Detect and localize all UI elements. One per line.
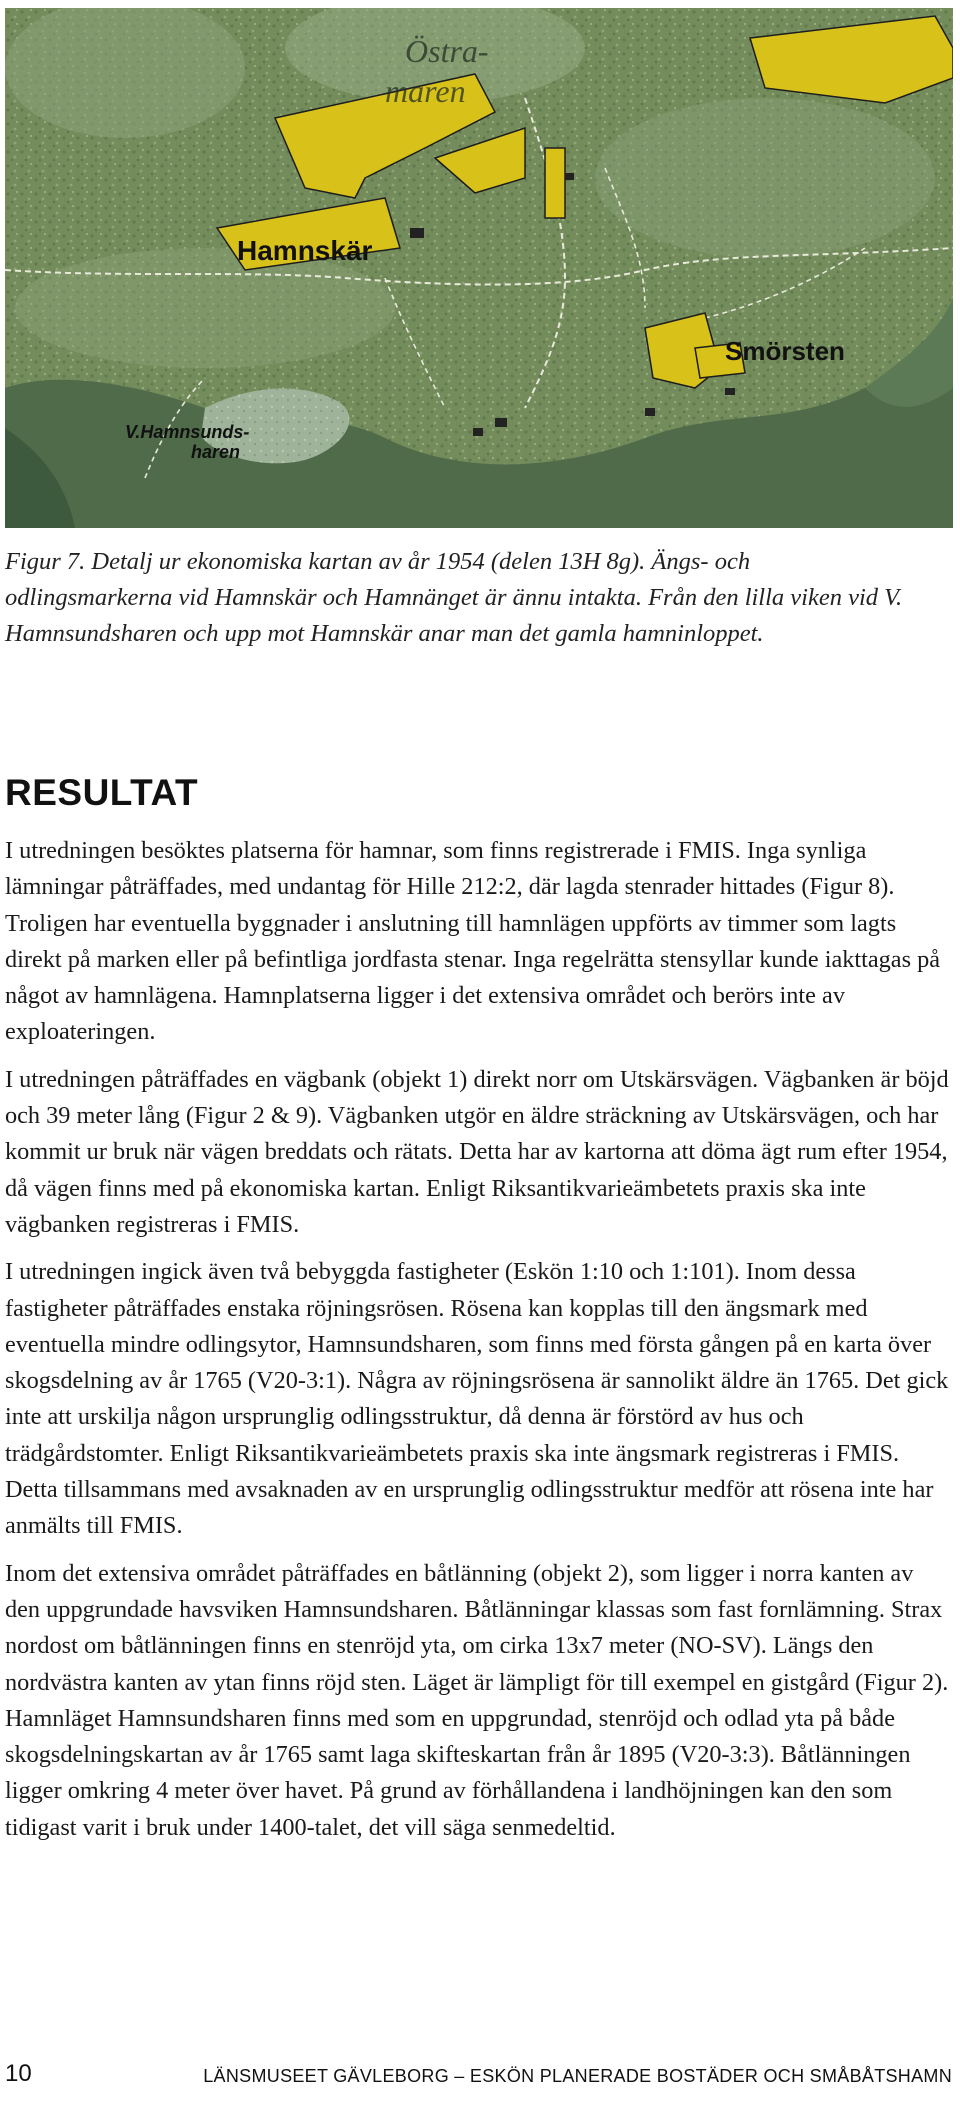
map-figure [5,8,953,528]
economic-map-image [5,8,953,528]
running-footer-title: LÄNSMUSEET GÄVLEBORG – ESKÖN PLANERADE BOSTÄDER OCH SMÅBÅTSHAMN [203,2066,952,2086]
map-label-v-hamnsunds-2: haren [191,442,241,462]
figure-caption [5,544,905,652]
paragraph: Inom det extensiva området påträffades en båtlänning (objekt 2), som ligger i norra kanten av den uppgrundade havsviken Hamnsundsharen. Båtlänningar klassas som fast fornlämning. Strax nordost om båtlänningen finns en stenröjd yta, om cirka 13x7 meter (NO-SV). Längs den nordvästra kanten av ytan finns röjd sten. Läget är lämpligt för till exempel en gistgård (Figur 2). Hamnläget Hamnsundsharen finns med som en uppgrundad, stenröjd och odlad yta på både skogsdelningskartan av år 1765 samt laga skifteskartan från år 1895 (V20-3:3). Båtlänningen ligger omkring 4 meter över havet. På grund av förhållandena i landhöjningen kan den som tidigast varit i bruk under 1400-talet, det vill säga senmedeltid. [5,1559,949,1841]
figure-caption-text: Figur 7. Detalj ur ekonomiska kartan av år 1954 (delen 13H 8g). Ängs- och odlingsmarkerna vid Hamnskär och Hamnänget är ännu intakta. Från den lilla viken vid V. Hamnsundsharen och upp mot Hamnskär anar man det gamla hamninloppet. [5,548,903,647]
section-heading: RESULTAT [5,772,199,813]
page-number: 10 [5,2060,32,2087]
map-label-v-hamnsunds-1: V.Hamnsunds- [125,422,250,442]
map-label-hamnskar: Hamnskär [237,235,373,266]
paragraph: I utredningen ingick även två bebyggda fastigheter (Eskön 1:10 och 1:101). Inom dessa fastigheter påträffades enstaka röjningsrösen. Rösena kan kopplas till den ängsmark med eventuella mindre odlingsytor, Hamnsundsharen, som finns med första gången på en karta över skogsdelning av år 1765 (V20-3:1). Några av röjningsrösena är sannolikt äldre än 1765. Det gick inte att urskilja någon ursprunglig odlingsstruktur, då denna är förstörd av hus och trädgårdstomter. Enligt Riksantikvarieämbetets praxis ska inte ängsmark registreras i FMIS. Detta tillsammans med avsaknaden av en ursprunglig odlingsstruktur medför att rösena inte har anmälts till FMIS. [5,1258,949,1540]
map-label-ostra-maren-2: maren [385,73,466,109]
paragraph: I utredningen påträffades en vägbank (objekt 1) direkt norr om Utskärsvägen. Vägbanken är böjd och 39 meter lång (Figur 2 & 9). Vägbanken utgör en äldre sträckning av Utskärsvägen, och har kommit ur bruk när vägen breddats och rätats. Detta har av kartorna att döma ägt rum efter 1954, då vägen finns med på ekonomiska kartan. Enligt Riksantikvarieämbetets praxis ska inte vägbanken registreras i FMIS. [5,1065,949,1238]
map-label-smorsten: Smörsten [725,336,845,366]
body-text [5,833,950,1857]
map-label-ostra-maren-1: Östra- [405,33,489,69]
paragraph: I utredningen besöktes platserna för hamnar, som finns registrerade i FMIS. Inga synliga lämningar påträffades, med undantag för Hille 212:2, där lagda stenrader hittades (Figur 8). Troligen har eventuella byggnader i anslutning till hamnlägen uppförts av timmer som lagts direkt på marken eller på befintliga jordfasta stenar. Inga regelrätta stensyllar kunde iakttagas på något av hamnlägena. Hamnplatserna ligger i det extensiva området och berörs inte av exploateringen. [5,837,941,1046]
